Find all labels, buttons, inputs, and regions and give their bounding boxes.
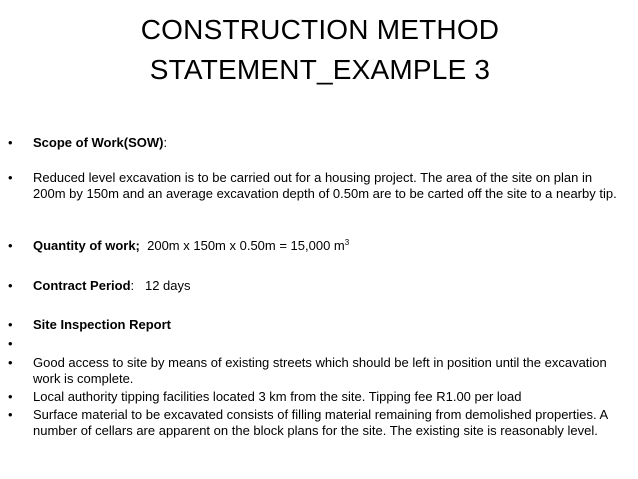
tipping-text: Local authority tipping facilities located 3 km from the site. Tipping fee R1.00 per load <box>33 389 522 404</box>
bullet-marker: • <box>8 355 13 370</box>
bullet-marker: • <box>8 336 13 351</box>
surface-text: Surface material to be excavated consists of filling material remaining from demolished properties. A number of cellars are apparent on the block plans for the site. The existing site is reasonably level. <box>33 407 608 438</box>
inspection-label: Site Inspection Report <box>33 317 171 332</box>
description-text: Reduced level excavation is to be carried out for a housing project. The area of the site on plan in 200m by 150m and an average excavation depth of 0.50m are to be carted off the site to a nearby tip. <box>33 170 617 201</box>
bullet-marker: • <box>8 407 13 422</box>
bullet-marker: • <box>8 389 13 404</box>
bullet-marker: • <box>8 278 13 293</box>
title-line-2: STATEMENT_EXAMPLE 3 <box>149 54 491 85</box>
bullet-marker: • <box>8 135 13 150</box>
scope-label: Scope of Work(SOW) <box>33 135 164 150</box>
bullet-marker: • <box>8 317 13 332</box>
period-value: : 12 days <box>130 278 191 293</box>
quantity-label: Quantity of work; <box>33 238 140 253</box>
scope-suffix: : <box>163 135 168 150</box>
slide-title <box>60 10 580 90</box>
bullet-marker: • <box>8 170 13 185</box>
quantity-exponent: 3 <box>344 238 350 247</box>
period-label: Contract Period <box>33 278 131 293</box>
access-text: Good access to site by means of existing streets which should be left in position until the excavation work is complete. <box>33 355 607 386</box>
title-line-1: CONSTRUCTION METHOD <box>140 14 500 45</box>
quantity-value: 200m x 150m x 0.50m = 15,000 m <box>139 238 345 253</box>
bullet-marker: • <box>8 238 13 253</box>
